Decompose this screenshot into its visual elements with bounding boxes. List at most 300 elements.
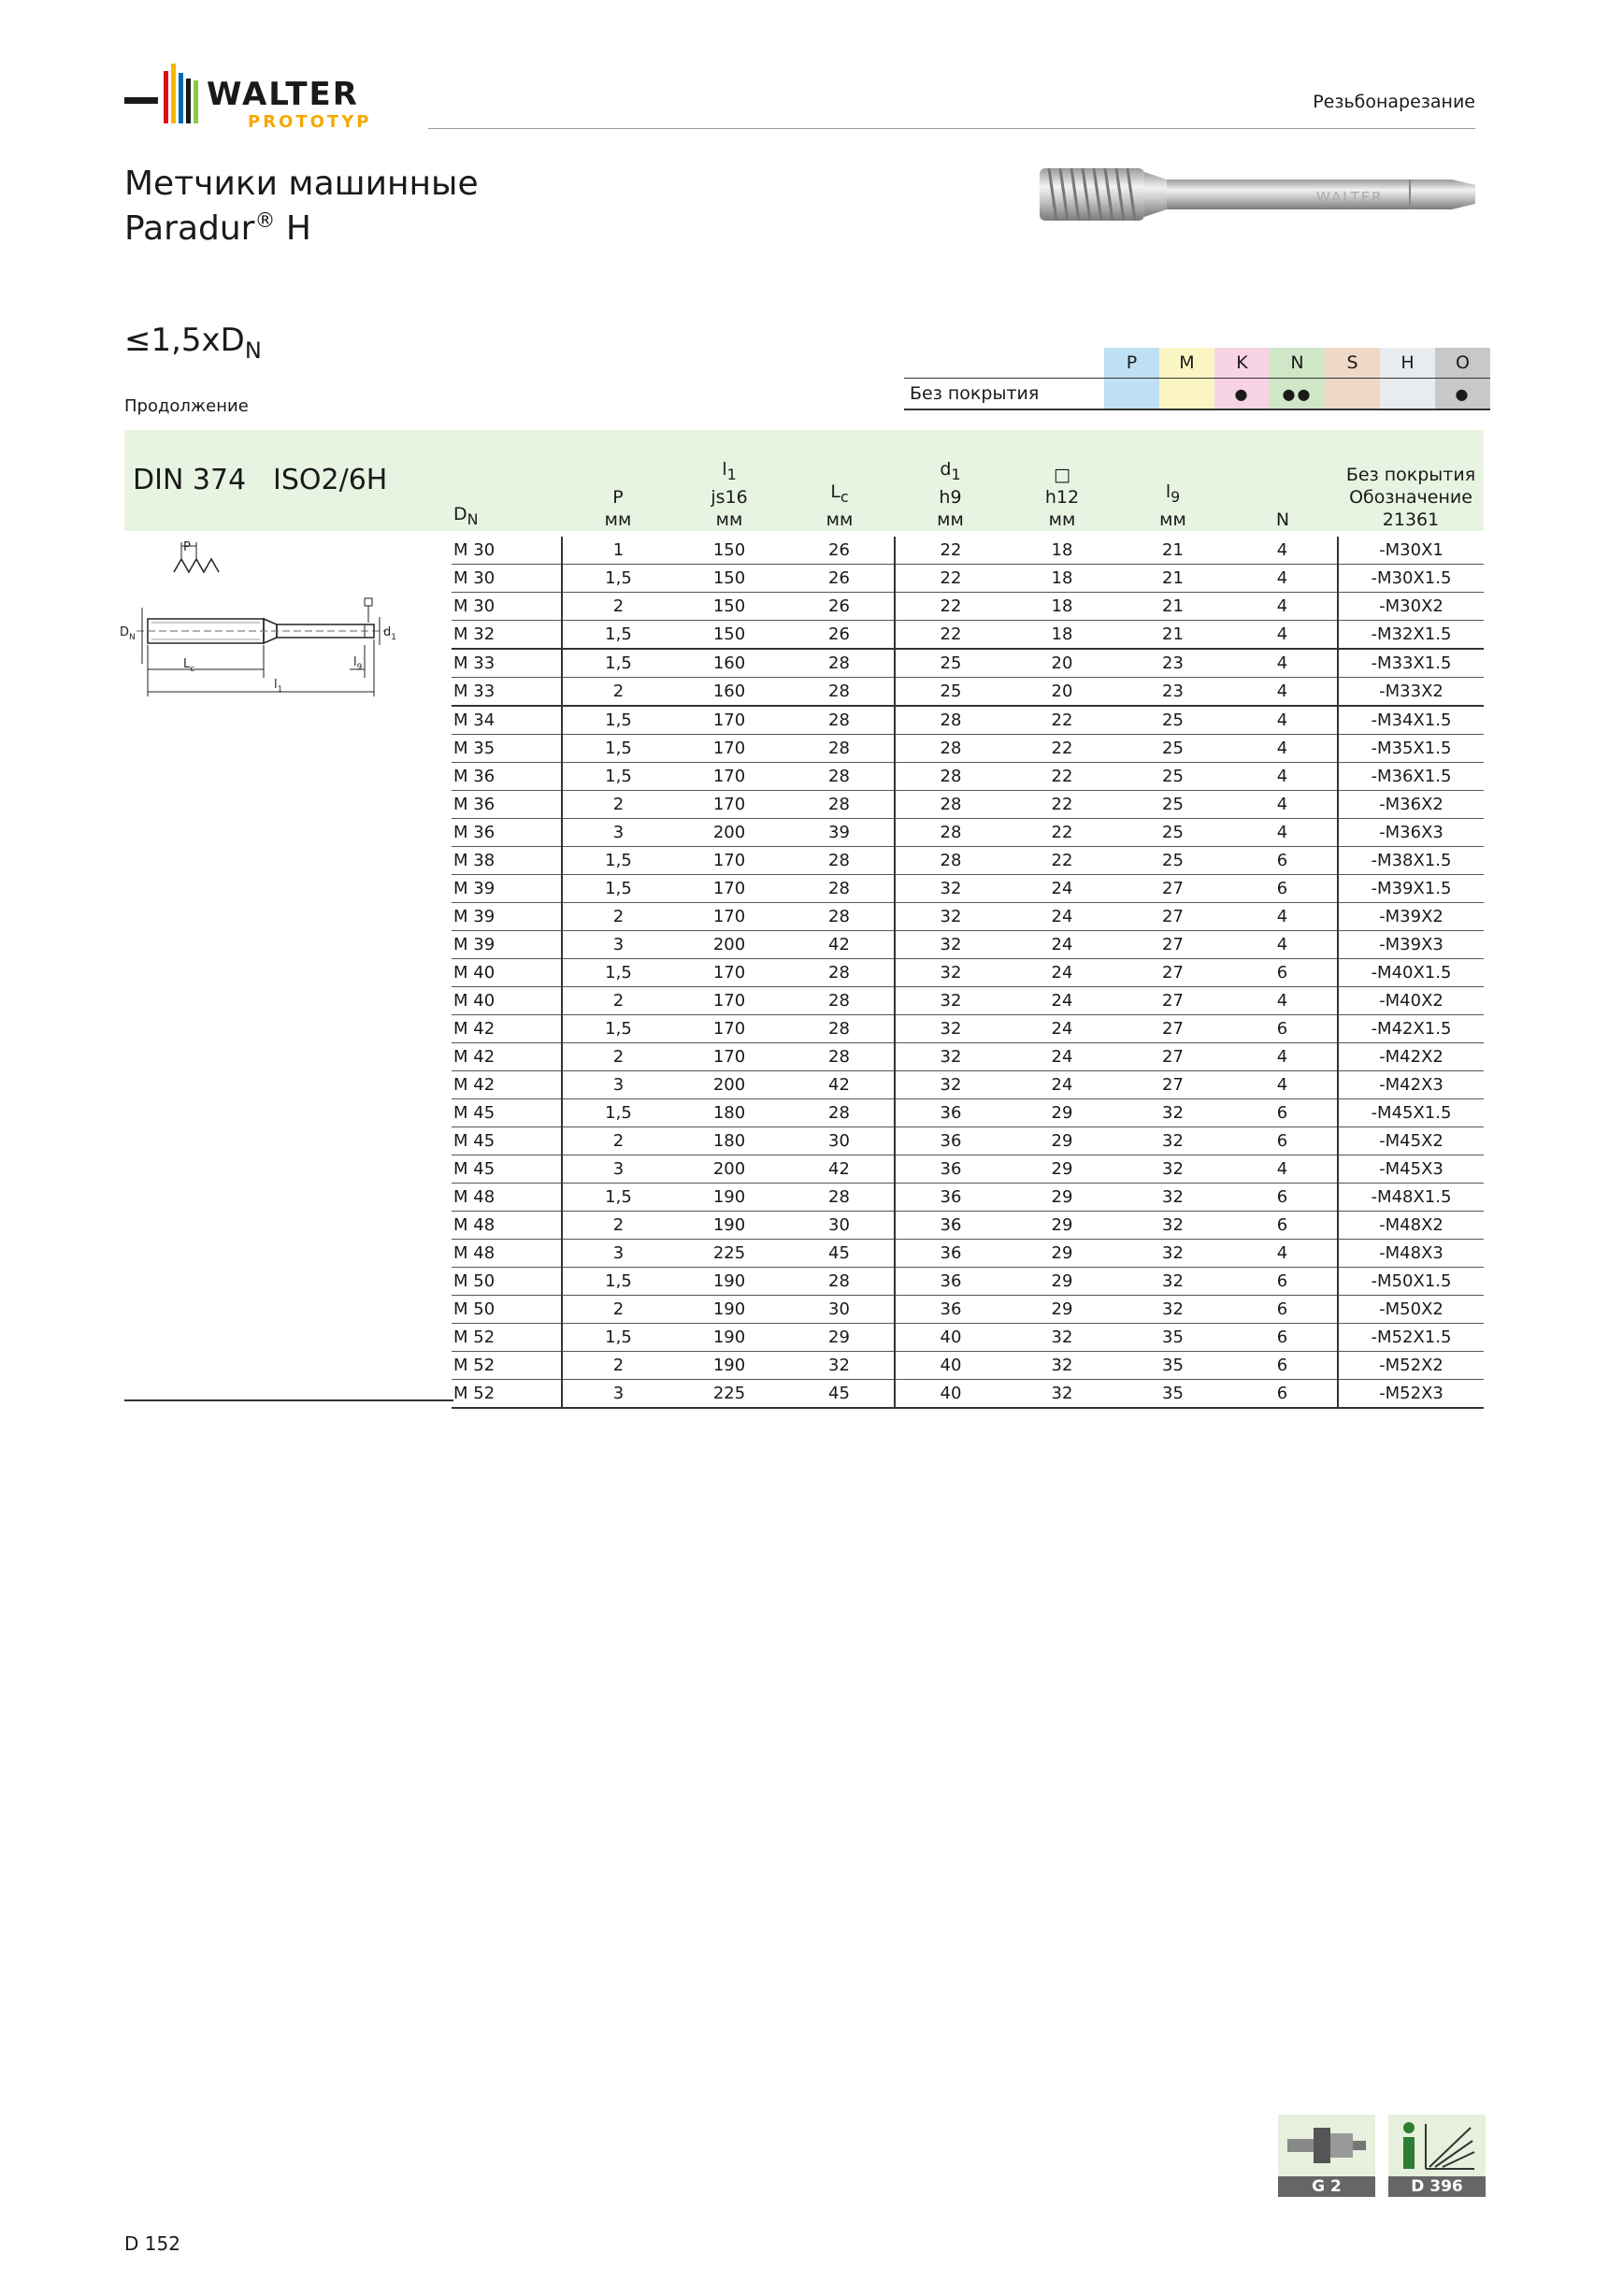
material-h: H bbox=[1380, 348, 1435, 379]
table-row bbox=[452, 959, 1484, 987]
cell-designation: -M40X2 bbox=[1338, 987, 1484, 1015]
diagram-lc-label: $L_c$ bbox=[183, 657, 195, 674]
cell-l1: 160 bbox=[674, 678, 784, 707]
cell-p: 3 bbox=[562, 1155, 674, 1184]
cell-d1: 32 bbox=[895, 1015, 1006, 1043]
cell-square: 20 bbox=[1006, 678, 1118, 707]
cell-d1: 32 bbox=[895, 959, 1006, 987]
table-row bbox=[452, 791, 1484, 819]
cell-d1: 32 bbox=[895, 875, 1006, 903]
material-table bbox=[904, 348, 1490, 410]
cell-designation: -M48X1.5 bbox=[1338, 1184, 1484, 1212]
material-s: S bbox=[1325, 348, 1380, 379]
cell-l1: 150 bbox=[674, 621, 784, 650]
cell-l9: 23 bbox=[1118, 649, 1228, 678]
cell-square: 29 bbox=[1006, 1212, 1118, 1240]
table-row bbox=[452, 735, 1484, 763]
cell-l9: 32 bbox=[1118, 1184, 1228, 1212]
cell-dn: M 42 bbox=[452, 1071, 562, 1099]
cell-dn: M 52 bbox=[452, 1324, 562, 1352]
table-row bbox=[452, 931, 1484, 959]
cell-designation: -M42X1.5 bbox=[1338, 1015, 1484, 1043]
info-icon-box bbox=[1388, 2115, 1486, 2176]
cell-n: 6 bbox=[1228, 1184, 1338, 1212]
thread-tolerance: ISO2/6H bbox=[273, 464, 388, 496]
cell-n: 4 bbox=[1228, 678, 1338, 707]
cell-dn: M 30 bbox=[452, 593, 562, 621]
column-header-row bbox=[452, 430, 1484, 537]
cell-n: 4 bbox=[1228, 621, 1338, 650]
mark-k: ● bbox=[1214, 379, 1270, 410]
col-dn: $D_N$ bbox=[453, 504, 479, 528]
cell-designation: -M38X1.5 bbox=[1338, 847, 1484, 875]
cell-lc: 28 bbox=[784, 1099, 895, 1127]
table-row bbox=[452, 1099, 1484, 1127]
cell-l1: 160 bbox=[674, 649, 784, 678]
cell-p: 2 bbox=[562, 791, 674, 819]
cell-p: 1,5 bbox=[562, 875, 674, 903]
mark-s bbox=[1325, 379, 1380, 410]
cell-lc: 30 bbox=[784, 1212, 895, 1240]
cell-l9: 25 bbox=[1118, 847, 1228, 875]
table-row bbox=[452, 819, 1484, 847]
cell-l9: 35 bbox=[1118, 1324, 1228, 1352]
material-p: P bbox=[1104, 348, 1159, 379]
cell-n: 4 bbox=[1228, 791, 1338, 819]
cell-p: 1,5 bbox=[562, 1015, 674, 1043]
col-lc: $L_c$ мм bbox=[826, 481, 854, 530]
cell-dn: M 36 bbox=[452, 819, 562, 847]
cell-l9: 21 bbox=[1118, 565, 1228, 593]
logo-prototyp-text: PROTOTYP bbox=[248, 112, 372, 132]
badge-d396-label: D 396 bbox=[1388, 2176, 1486, 2197]
cell-square: 29 bbox=[1006, 1268, 1118, 1296]
table-row bbox=[452, 987, 1484, 1015]
cell-designation: -M39X1.5 bbox=[1338, 875, 1484, 903]
cell-dn: M 30 bbox=[452, 565, 562, 593]
cell-square: 24 bbox=[1006, 959, 1118, 987]
cell-d1: 36 bbox=[895, 1268, 1006, 1296]
cell-p: 3 bbox=[562, 931, 674, 959]
cell-square: 29 bbox=[1006, 1296, 1118, 1324]
cell-lc: 28 bbox=[784, 791, 895, 819]
cell-l9: 27 bbox=[1118, 875, 1228, 903]
cell-lc: 28 bbox=[784, 735, 895, 763]
cell-lc: 32 bbox=[784, 1352, 895, 1380]
cell-square: 22 bbox=[1006, 706, 1118, 735]
cell-dn: M 52 bbox=[452, 1380, 562, 1409]
cell-dn: M 48 bbox=[452, 1212, 562, 1240]
cell-l1: 200 bbox=[674, 931, 784, 959]
cell-lc: 30 bbox=[784, 1127, 895, 1155]
cell-l9: 27 bbox=[1118, 1071, 1228, 1099]
cell-l1: 170 bbox=[674, 847, 784, 875]
badge-g2-label: G 2 bbox=[1278, 2176, 1375, 2197]
cell-l9: 32 bbox=[1118, 1099, 1228, 1127]
table-row bbox=[452, 1127, 1484, 1155]
cell-square: 24 bbox=[1006, 1071, 1118, 1099]
cell-n: 4 bbox=[1228, 735, 1338, 763]
table-row bbox=[452, 763, 1484, 791]
cell-d1: 36 bbox=[895, 1155, 1006, 1184]
cell-square: 24 bbox=[1006, 1015, 1118, 1043]
cell-l9: 27 bbox=[1118, 903, 1228, 931]
cell-lc: 26 bbox=[784, 621, 895, 650]
cell-l1: 180 bbox=[674, 1127, 784, 1155]
cell-l9: 32 bbox=[1118, 1127, 1228, 1155]
diagram-l1-label: $l_1$ bbox=[274, 678, 283, 695]
info-chart-icon bbox=[1388, 2115, 1486, 2176]
cell-n: 4 bbox=[1228, 593, 1338, 621]
cell-designation: -M42X3 bbox=[1338, 1071, 1484, 1099]
cell-d1: 22 bbox=[895, 565, 1006, 593]
cell-dn: M 39 bbox=[452, 903, 562, 931]
table-row bbox=[452, 565, 1484, 593]
product-name-tail: H bbox=[275, 209, 311, 248]
cell-dn: M 40 bbox=[452, 959, 562, 987]
cell-square: 18 bbox=[1006, 621, 1118, 650]
cell-l9: 32 bbox=[1118, 1240, 1228, 1268]
cell-designation: -M45X2 bbox=[1338, 1127, 1484, 1155]
cell-p: 1,5 bbox=[562, 763, 674, 791]
cell-d1: 36 bbox=[895, 1296, 1006, 1324]
cell-designation: -M39X2 bbox=[1338, 903, 1484, 931]
cell-p: 2 bbox=[562, 903, 674, 931]
cell-p: 2 bbox=[562, 1352, 674, 1380]
cell-dn: M 39 bbox=[452, 875, 562, 903]
cell-dn: M 33 bbox=[452, 678, 562, 707]
cell-square: 24 bbox=[1006, 1043, 1118, 1071]
toolholder-icon bbox=[1278, 2115, 1375, 2176]
cell-d1: 28 bbox=[895, 819, 1006, 847]
cell-n: 6 bbox=[1228, 1099, 1338, 1127]
cell-l1: 190 bbox=[674, 1324, 784, 1352]
walter-prototyp-logo bbox=[124, 60, 405, 135]
cell-p: 1,5 bbox=[562, 649, 674, 678]
cell-l9: 32 bbox=[1118, 1268, 1228, 1296]
cell-p: 1 bbox=[562, 537, 674, 565]
cell-p: 1,5 bbox=[562, 1268, 674, 1296]
cell-square: 22 bbox=[1006, 763, 1118, 791]
cell-square: 32 bbox=[1006, 1380, 1118, 1409]
cell-square: 18 bbox=[1006, 565, 1118, 593]
mark-m bbox=[1159, 379, 1214, 410]
cell-l9: 27 bbox=[1118, 959, 1228, 987]
cell-lc: 28 bbox=[784, 706, 895, 735]
cell-l9: 25 bbox=[1118, 735, 1228, 763]
cell-p: 1,5 bbox=[562, 621, 674, 650]
table-row bbox=[452, 903, 1484, 931]
cell-d1: 28 bbox=[895, 847, 1006, 875]
cell-lc: 28 bbox=[784, 847, 895, 875]
material-n: N bbox=[1270, 348, 1325, 379]
cell-lc: 42 bbox=[784, 931, 895, 959]
cell-l9: 21 bbox=[1162, 540, 1184, 560]
cell-square: 32 bbox=[1006, 1352, 1118, 1380]
cell-dn: M 34 bbox=[452, 706, 562, 735]
material-o: O bbox=[1435, 348, 1490, 379]
col-square: □ h12 мм bbox=[1044, 465, 1080, 530]
table-row bbox=[452, 1324, 1484, 1352]
mark-o: ● bbox=[1435, 379, 1490, 410]
cell-n: 4 bbox=[1228, 903, 1338, 931]
coating-row bbox=[904, 379, 1490, 410]
table-row bbox=[452, 1240, 1484, 1268]
cell-l9: 25 bbox=[1118, 791, 1228, 819]
cell-designation: -M36X1.5 bbox=[1338, 763, 1484, 791]
cell-p: 3 bbox=[562, 1071, 674, 1099]
cell-l1: 170 bbox=[674, 763, 784, 791]
cell-p: 1,5 bbox=[562, 735, 674, 763]
cell-dn: M 48 bbox=[452, 1184, 562, 1212]
cell-dn: M 45 bbox=[452, 1099, 562, 1127]
cell-n: 6 bbox=[1228, 959, 1338, 987]
logo-walter-text: WALTER bbox=[207, 76, 359, 113]
cell-n: 6 bbox=[1228, 1352, 1338, 1380]
cell-d1: 32 bbox=[895, 987, 1006, 1015]
cell-lc: 42 bbox=[784, 1155, 895, 1184]
table-row bbox=[452, 847, 1484, 875]
cell-n: 6 bbox=[1228, 1296, 1338, 1324]
table-row bbox=[452, 706, 1484, 735]
diagram-dn-label: $D_N$ bbox=[120, 625, 136, 642]
cell-lc: 28 bbox=[784, 1043, 895, 1071]
cell-l1: 190 bbox=[674, 1296, 784, 1324]
cell-p: 1,5 bbox=[562, 1184, 674, 1212]
diagram-l9-label: $l_9$ bbox=[353, 655, 363, 672]
cell-p: 2 bbox=[562, 1127, 674, 1155]
cell-p: 3 bbox=[562, 819, 674, 847]
cell-lc: 28 bbox=[784, 1268, 895, 1296]
ratio-text: ≤1,5xD bbox=[124, 322, 245, 359]
cell-dn: M 38 bbox=[452, 847, 562, 875]
cell-designation: -M45X1.5 bbox=[1338, 1099, 1484, 1127]
tap-dimension-diagram bbox=[120, 533, 409, 701]
table-row bbox=[452, 1352, 1484, 1380]
table-row bbox=[452, 875, 1484, 903]
cell-l9: 35 bbox=[1118, 1380, 1228, 1409]
material-spacer bbox=[904, 348, 1104, 379]
cell-p: 3 bbox=[562, 1240, 674, 1268]
cell-l9: 35 bbox=[1118, 1352, 1228, 1380]
cell-d1: 40 bbox=[895, 1352, 1006, 1380]
ratio-sub: N bbox=[244, 337, 262, 364]
cell-l1: 170 bbox=[674, 706, 784, 735]
cell-l9: 27 bbox=[1118, 987, 1228, 1015]
cell-designation: -M52X1.5 bbox=[1338, 1324, 1484, 1352]
ref-badge-g2[interactable] bbox=[1278, 2115, 1375, 2197]
cell-lc: 28 bbox=[784, 959, 895, 987]
cell-n: 6 bbox=[1228, 1380, 1338, 1409]
table-row bbox=[452, 1268, 1484, 1296]
cell-lc: 26 bbox=[784, 593, 895, 621]
cell-square: 29 bbox=[1006, 1184, 1118, 1212]
cell-d1: 40 bbox=[895, 1324, 1006, 1352]
cell-n: 4 bbox=[1228, 819, 1338, 847]
cell-n: 4 bbox=[1276, 540, 1288, 560]
cell-dn: M 39 bbox=[452, 931, 562, 959]
cell-l1: 225 bbox=[674, 1380, 784, 1409]
cell-designation: -M33X1.5 bbox=[1338, 649, 1484, 678]
cell-designation: -M52X3 bbox=[1338, 1380, 1484, 1409]
cell-dn: M 48 bbox=[452, 1240, 562, 1268]
cell-lc: 45 bbox=[784, 1380, 895, 1409]
cell-l1: 170 bbox=[674, 1043, 784, 1071]
cell-designation: -M30X1 bbox=[1338, 537, 1484, 565]
cell-n: 6 bbox=[1228, 1324, 1338, 1352]
ref-badge-d396[interactable] bbox=[1388, 2115, 1486, 2197]
cell-dn: M 45 bbox=[452, 1155, 562, 1184]
cell-d1: 25 bbox=[895, 649, 1006, 678]
cell-square: 29 bbox=[1006, 1155, 1118, 1184]
cell-n: 4 bbox=[1228, 1155, 1338, 1184]
cell-square: 18 bbox=[1051, 540, 1073, 560]
table-row bbox=[452, 1043, 1484, 1071]
cell-dn: M 32 bbox=[452, 621, 562, 650]
cell-designation: -M50X2 bbox=[1338, 1296, 1484, 1324]
cell-l1: 190 bbox=[674, 1212, 784, 1240]
cell-p: 1,5 bbox=[562, 847, 674, 875]
cell-d1: 28 bbox=[895, 706, 1006, 735]
cell-l1: 225 bbox=[674, 1240, 784, 1268]
cell-l1: 170 bbox=[674, 735, 784, 763]
table-row bbox=[452, 1380, 1484, 1409]
cell-d1: 25 bbox=[895, 678, 1006, 707]
table-body bbox=[452, 537, 1484, 1408]
col-l9: $l_9$ мм bbox=[1159, 481, 1186, 530]
cell-d1: 32 bbox=[895, 1043, 1006, 1071]
cell-designation: -M40X1.5 bbox=[1338, 959, 1484, 987]
cell-l9: 32 bbox=[1118, 1296, 1228, 1324]
cell-p: 1,5 bbox=[562, 1324, 674, 1352]
cell-square: 18 bbox=[1006, 593, 1118, 621]
cell-designation: -M42X2 bbox=[1338, 1043, 1484, 1071]
cell-p: 2 bbox=[562, 1296, 674, 1324]
toolholder-icon-box bbox=[1278, 2115, 1375, 2176]
header-divider bbox=[428, 128, 1475, 129]
col-p: P мм bbox=[604, 487, 632, 530]
cell-p: 1,5 bbox=[562, 1099, 674, 1127]
cell-dn: M 30 bbox=[453, 540, 496, 560]
cell-d1: 36 bbox=[895, 1240, 1006, 1268]
cell-dn: M 52 bbox=[452, 1352, 562, 1380]
cell-dn: M 36 bbox=[452, 791, 562, 819]
table-row bbox=[452, 649, 1484, 678]
cell-designation: -M32X1.5 bbox=[1338, 621, 1484, 650]
cell-dn: M 36 bbox=[452, 763, 562, 791]
cell-designation: -M36X3 bbox=[1338, 819, 1484, 847]
cell-square: 22 bbox=[1006, 847, 1118, 875]
cell-square: 29 bbox=[1006, 1127, 1118, 1155]
material-m: M bbox=[1159, 348, 1214, 379]
cell-lc: 42 bbox=[784, 1071, 895, 1099]
cell-dn: M 50 bbox=[452, 1296, 562, 1324]
cell-n: 6 bbox=[1228, 875, 1338, 903]
table-bottom-rule bbox=[124, 1399, 453, 1401]
cell-p: 2 bbox=[562, 678, 674, 707]
mark-n: ●● bbox=[1270, 379, 1325, 410]
col-n: N bbox=[1275, 509, 1290, 530]
cell-l1: 200 bbox=[674, 1071, 784, 1099]
cell-l9: 32 bbox=[1118, 1212, 1228, 1240]
cell-n: 4 bbox=[1228, 1043, 1338, 1071]
cell-l1: 170 bbox=[674, 875, 784, 903]
cell-p: 2 bbox=[562, 593, 674, 621]
cell-designation: -M35X1.5 bbox=[1338, 735, 1484, 763]
cell-d1: 40 bbox=[895, 1380, 1006, 1409]
cell-designation: -M30X1.5 bbox=[1338, 565, 1484, 593]
cell-l1: 170 bbox=[674, 1015, 784, 1043]
cell-designation: -M36X2 bbox=[1338, 791, 1484, 819]
cell-l9: 27 bbox=[1118, 1015, 1228, 1043]
material-k: K bbox=[1214, 348, 1270, 379]
cell-square: 22 bbox=[1006, 819, 1118, 847]
cell-l1: 190 bbox=[674, 1184, 784, 1212]
cell-d1: 32 bbox=[895, 931, 1006, 959]
cell-l9: 25 bbox=[1118, 763, 1228, 791]
cell-square: 24 bbox=[1006, 903, 1118, 931]
cell-d1: 28 bbox=[895, 763, 1006, 791]
table-row bbox=[452, 1212, 1484, 1240]
cell-dn: M 40 bbox=[452, 987, 562, 1015]
cell-d1: 32 bbox=[895, 903, 1006, 931]
cell-d1: 32 bbox=[895, 1071, 1006, 1099]
cell-p: 3 bbox=[562, 1380, 674, 1409]
cell-l1: 200 bbox=[674, 819, 784, 847]
cell-dn: M 35 bbox=[452, 735, 562, 763]
cell-n: 6 bbox=[1228, 1015, 1338, 1043]
cell-dn: M 42 bbox=[452, 1015, 562, 1043]
page-title: Метчики машинные bbox=[124, 165, 479, 203]
product-name-main: Paradur bbox=[124, 209, 255, 248]
col-designation: Без покрытия Обозначение 21361 bbox=[1345, 465, 1476, 530]
cell-p: 1,5 bbox=[562, 706, 674, 735]
cell-d1: 36 bbox=[895, 1212, 1006, 1240]
cell-d1: 22 bbox=[895, 593, 1006, 621]
cell-p: 1,5 bbox=[562, 959, 674, 987]
table-row bbox=[452, 621, 1484, 650]
cell-n: 6 bbox=[1228, 847, 1338, 875]
mark-h bbox=[1380, 379, 1435, 410]
cell-square: 22 bbox=[1006, 791, 1118, 819]
cell-n: 6 bbox=[1228, 1127, 1338, 1155]
cell-designation: -M39X3 bbox=[1338, 931, 1484, 959]
cell-lc: 28 bbox=[784, 875, 895, 903]
cell-p: 1,5 bbox=[562, 565, 674, 593]
cell-designation: -M45X3 bbox=[1338, 1155, 1484, 1184]
cell-designation: -M48X3 bbox=[1338, 1240, 1484, 1268]
cell-designation: -M52X2 bbox=[1338, 1352, 1484, 1380]
dimension-table bbox=[452, 430, 1484, 1409]
coating-label: Без покрытия bbox=[904, 379, 1104, 410]
cell-l1: 170 bbox=[674, 791, 784, 819]
cell-l9: 32 bbox=[1118, 1155, 1228, 1184]
cell-dn: M 33 bbox=[452, 649, 562, 678]
cell-n: 4 bbox=[1228, 1071, 1338, 1099]
cell-lc: 30 bbox=[784, 1296, 895, 1324]
cell-n: 6 bbox=[1228, 1212, 1338, 1240]
diagram-d1-label: $d_1$ bbox=[383, 625, 396, 642]
cell-l9: 21 bbox=[1118, 593, 1228, 621]
cell-l1: 150 bbox=[674, 565, 784, 593]
cell-designation: -M50X1.5 bbox=[1338, 1268, 1484, 1296]
registered-mark: ® bbox=[254, 209, 276, 233]
cell-dn: M 45 bbox=[452, 1127, 562, 1155]
cell-n: 6 bbox=[1228, 1268, 1338, 1296]
length-ratio bbox=[124, 322, 262, 364]
tap-tool-image bbox=[1036, 161, 1480, 228]
cell-l1: 190 bbox=[674, 1268, 784, 1296]
